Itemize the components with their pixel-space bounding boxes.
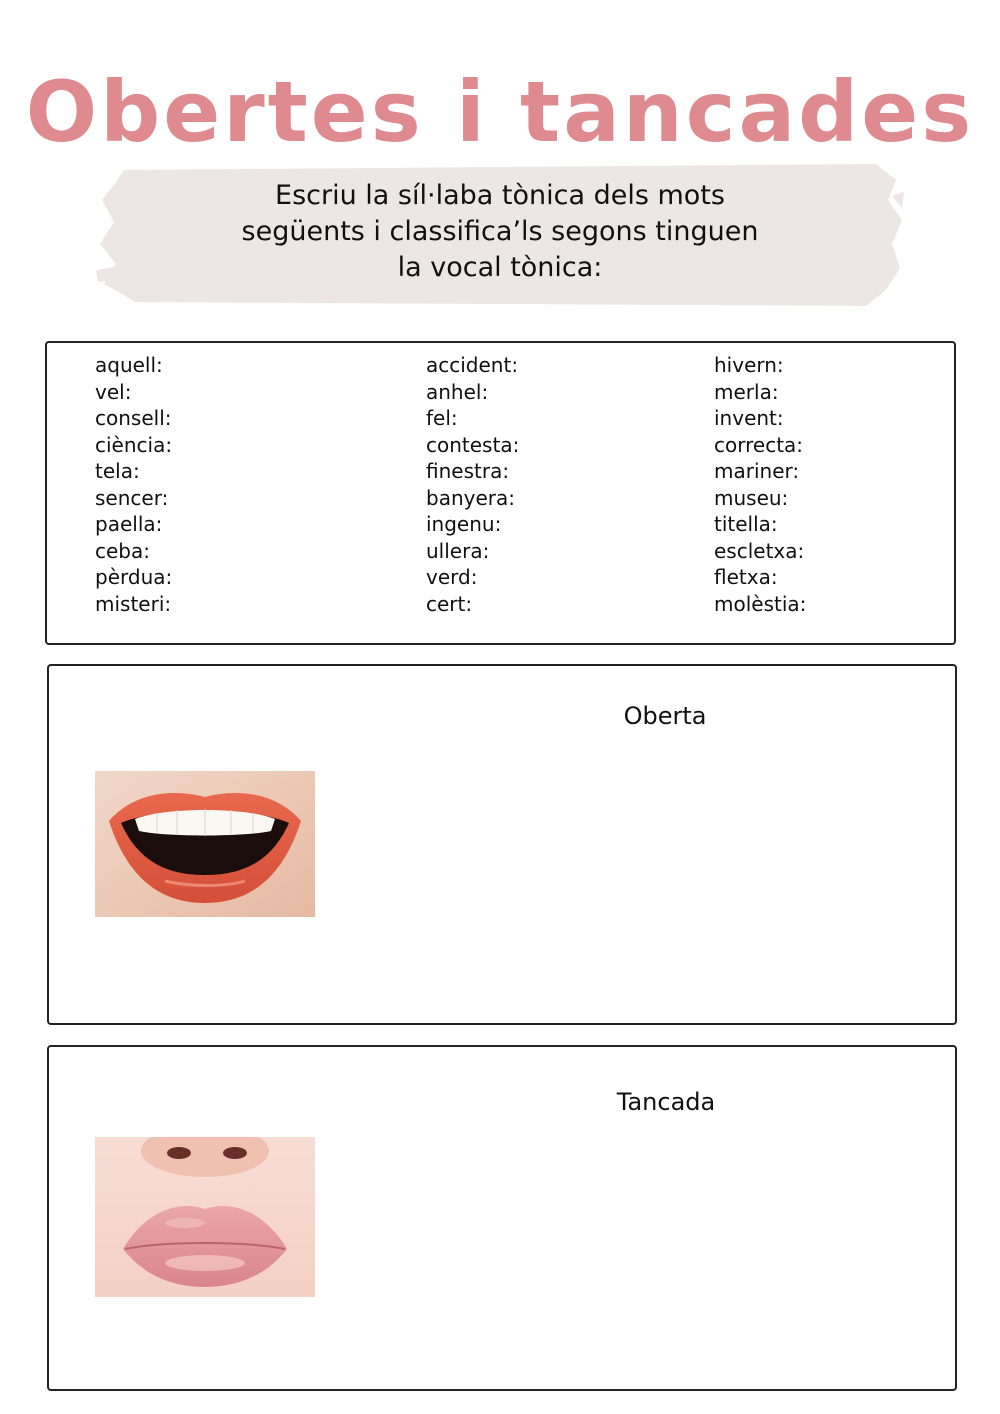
instructions-text [200, 178, 800, 286]
word-item: escletxa: [714, 538, 805, 563]
instructions-line: Escriu la síl·laba tònica dels mots [275, 180, 725, 211]
word-item: misteri: [95, 591, 172, 616]
open-vowel-label: Oberta [623, 702, 707, 730]
word-item: pèrdua: [95, 565, 173, 589]
word-item: correcta: [714, 432, 804, 457]
page-title: Obertes i tancades [25, 63, 975, 161]
word-column-3 [714, 352, 806, 617]
instructions-line: la vocal tònica: [397, 252, 603, 283]
word-item: ullera: [426, 538, 490, 563]
word-item: banyera: [426, 485, 515, 510]
closed-mouth-photo [95, 1137, 315, 1297]
word-item: consell: [95, 406, 172, 430]
word-item: vel: [95, 379, 132, 404]
word-item: verd: [426, 565, 478, 589]
word-item: mariner: [714, 459, 800, 483]
word-column-1 [95, 352, 172, 617]
word-item: fel: [426, 406, 458, 430]
word-item: fletxa: [714, 565, 778, 589]
word-column-2 [426, 352, 519, 617]
instructions-line: següents i classifica’ls segons tinguen [241, 216, 759, 247]
word-item: merla: [714, 379, 779, 404]
word-item: cert: [426, 591, 473, 616]
word-item: museu: [714, 485, 789, 510]
word-item: ingenu: [426, 512, 502, 536]
word-item: ciència: [95, 432, 173, 457]
word-item: tela: [95, 459, 140, 483]
word-item: anhel: [426, 379, 489, 404]
word-item: hivern: [714, 353, 784, 377]
closed-vowel-label: Tancada [616, 1088, 716, 1116]
word-item: contesta: [426, 432, 520, 457]
word-item: ceba: [95, 538, 150, 563]
word-item: invent: [714, 406, 784, 430]
open-mouth-photo [95, 771, 315, 917]
word-item: sencer: [95, 485, 169, 510]
word-item: accident: [426, 353, 519, 377]
word-item: paella: [95, 512, 163, 536]
word-item: molèstia: [714, 591, 807, 616]
word-item: finestra: [426, 459, 510, 483]
word-item: aquell: [95, 353, 163, 377]
word-item: titella: [714, 512, 778, 536]
